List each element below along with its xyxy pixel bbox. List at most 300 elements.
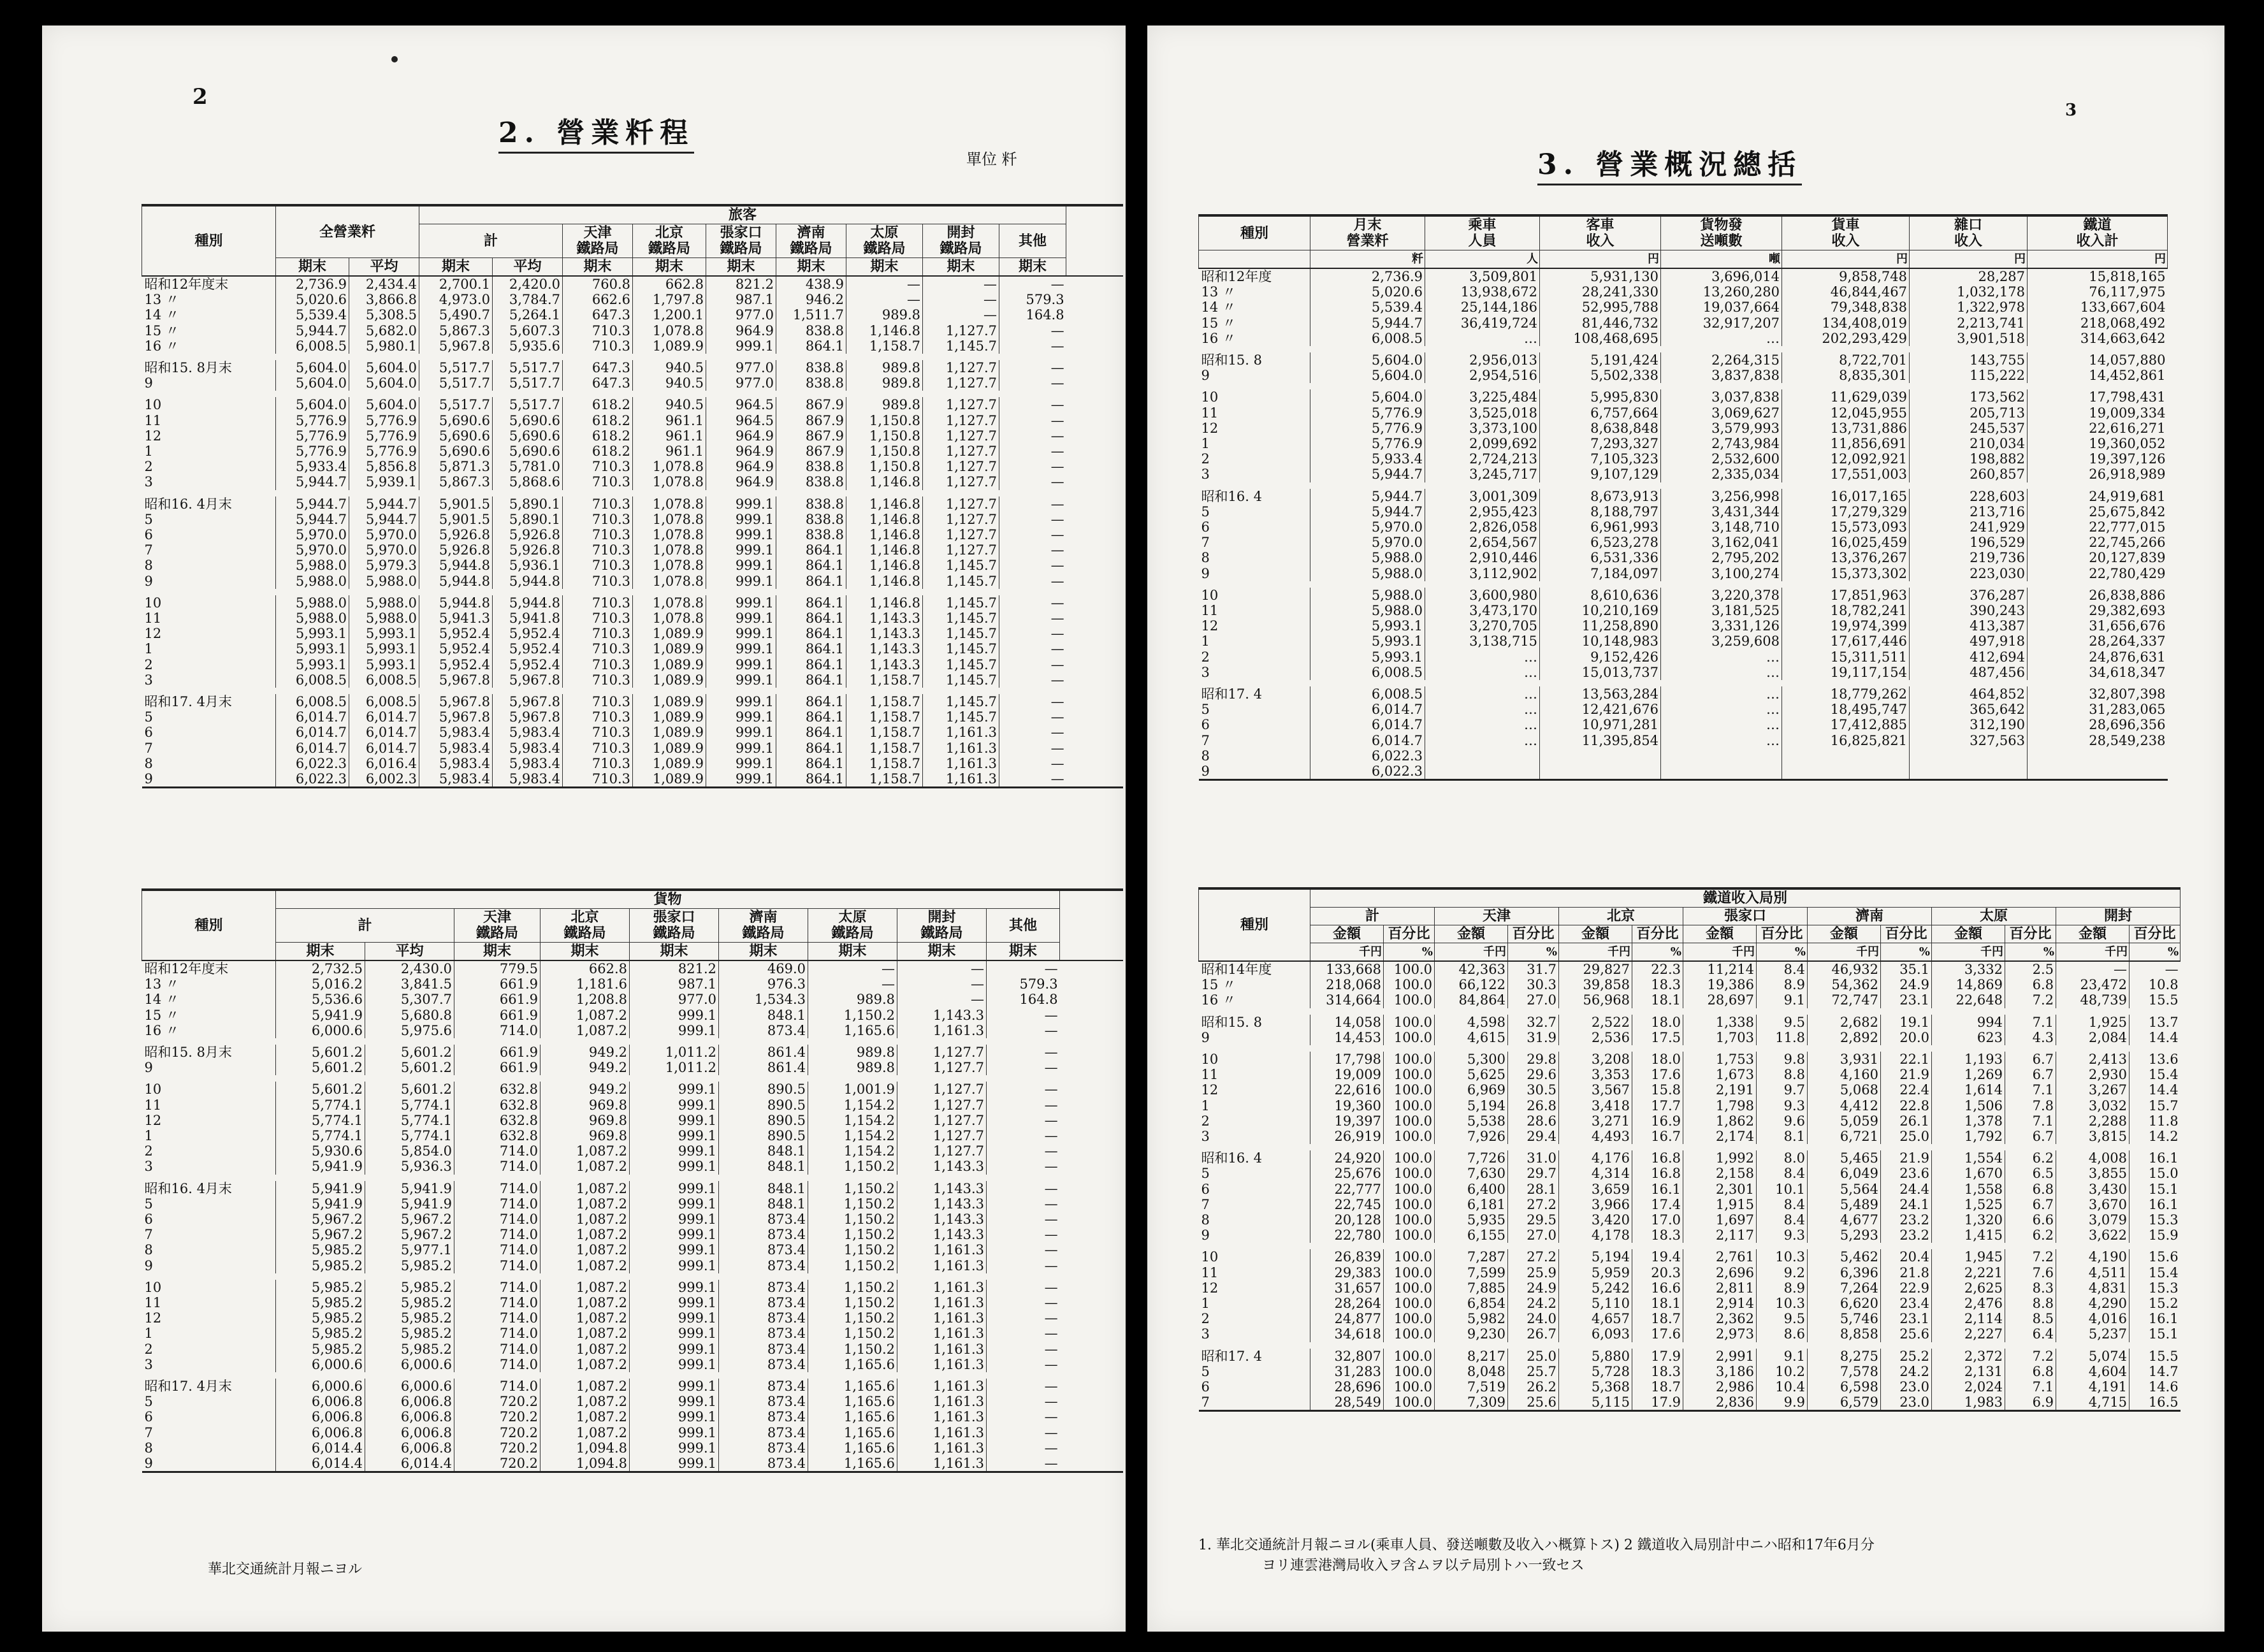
cell: 134,408,019 bbox=[1782, 315, 1910, 331]
cell: 3,037,838 bbox=[1661, 389, 1782, 405]
cell: 18.7 bbox=[1632, 1379, 1683, 1395]
cell: 720.2 bbox=[454, 1456, 541, 1472]
cell: 999.1 bbox=[630, 1357, 719, 1372]
cell: 19,386 bbox=[1683, 977, 1757, 992]
table-row bbox=[1199, 300, 2168, 315]
cell: — bbox=[999, 595, 1066, 611]
cell: — bbox=[987, 1082, 1060, 1097]
cell: 1,078.8 bbox=[633, 512, 706, 527]
row-spacer bbox=[142, 1273, 1124, 1280]
cell: 618.2 bbox=[563, 397, 633, 412]
table-row bbox=[1199, 977, 2181, 992]
cell: 100.0 bbox=[1384, 1395, 1435, 1411]
cell: 2,836 bbox=[1683, 1395, 1757, 1411]
table-row bbox=[142, 574, 1124, 589]
table-row bbox=[142, 611, 1124, 626]
col-bureau: 開封 鐵路局 bbox=[897, 909, 987, 943]
table-row bbox=[1199, 1098, 2181, 1113]
row-label: 7 bbox=[144, 1424, 153, 1440]
cell: 1,150.2 bbox=[808, 1295, 897, 1310]
cell: 999.1 bbox=[706, 574, 776, 589]
cell: 3,267 bbox=[2056, 1082, 2130, 1098]
cell: 5,604.0 bbox=[276, 375, 349, 391]
cell: 223,030 bbox=[1910, 566, 2028, 581]
row-label: 11 bbox=[1201, 603, 1219, 619]
cell: 5,988.0 bbox=[1310, 566, 1425, 581]
column-header: 貨物發 送噸數 bbox=[1661, 215, 1782, 250]
cell: 5,625 bbox=[1435, 1067, 1508, 1082]
cell: 1,127.7 bbox=[923, 413, 999, 428]
row-spacer bbox=[142, 688, 1124, 694]
row-label: 8 bbox=[144, 755, 153, 771]
cell: 1,087.2 bbox=[541, 1196, 630, 1212]
subheader: 期末 bbox=[563, 258, 633, 277]
cell: 1,150.8 bbox=[846, 459, 923, 474]
table-row bbox=[142, 641, 1124, 656]
unit-cell: 円 bbox=[1540, 250, 1661, 269]
table-row bbox=[142, 960, 1124, 976]
cell: 5,936.1 bbox=[493, 558, 563, 573]
sub-amount: 金額 bbox=[1808, 925, 1881, 943]
cell: 999.1 bbox=[630, 1440, 719, 1456]
cell: 18,495,747 bbox=[1782, 702, 1910, 717]
footnote-2: ヨリ連雲港灣局收入ヲ含ムヲ以テ局別トハ一致セス bbox=[1262, 1558, 1585, 1574]
cell: 2,522 bbox=[1559, 1015, 1632, 1030]
cell: 848.1 bbox=[719, 1159, 808, 1174]
cell: — bbox=[808, 960, 897, 976]
group-passenger: 旅客 bbox=[419, 205, 1066, 224]
cell: 5,690.6 bbox=[419, 444, 493, 459]
cell: 5,016.2 bbox=[276, 976, 365, 992]
cell: — bbox=[999, 527, 1066, 542]
cell: 108,468,695 bbox=[1540, 331, 1661, 346]
cell: 31,657 bbox=[1310, 1280, 1384, 1296]
cell bbox=[1910, 748, 2028, 764]
cell: 5,959 bbox=[1559, 1265, 1632, 1280]
cell: 1,797.8 bbox=[633, 292, 706, 307]
row-spacer bbox=[1199, 1342, 2181, 1349]
row-label: 16 〃 bbox=[1201, 992, 1236, 1008]
row-label: 12 bbox=[1201, 618, 1219, 634]
cell: 100.0 bbox=[1384, 977, 1435, 992]
cell: 5,944.8 bbox=[493, 595, 563, 611]
cell: 838.8 bbox=[776, 323, 846, 338]
cell: 1,143.3 bbox=[897, 1181, 987, 1196]
unit-cell: % bbox=[1881, 943, 1932, 962]
row-spacer bbox=[142, 1175, 1124, 1181]
cell: 5,776.9 bbox=[1310, 436, 1425, 451]
cell: 5,901.5 bbox=[419, 512, 493, 527]
cell: 13,938,672 bbox=[1425, 284, 1540, 300]
table-row bbox=[142, 1440, 1124, 1456]
sub-amount: 金額 bbox=[2056, 925, 2130, 943]
row-label: 9 bbox=[1201, 764, 1210, 779]
cell: 1,150.2 bbox=[808, 1159, 897, 1174]
cell: 5,970.0 bbox=[1310, 535, 1425, 550]
cell: 17.5 bbox=[1632, 1030, 1683, 1045]
cell: 714.0 bbox=[454, 1242, 541, 1257]
cell: 6.2 bbox=[2005, 1150, 2056, 1166]
cell: 5,774.1 bbox=[276, 1128, 365, 1143]
cell: 8.4 bbox=[1757, 1212, 1808, 1228]
row-label: 2 bbox=[1201, 1113, 1210, 1129]
unit-cell: % bbox=[1757, 943, 1808, 962]
subheader: 平均 bbox=[349, 258, 419, 277]
cell: 5,776.9 bbox=[349, 413, 419, 428]
table-row bbox=[1199, 733, 2168, 748]
cell: 864.1 bbox=[776, 672, 846, 688]
cell: 19.1 bbox=[1881, 1015, 1932, 1030]
col-sum: 計 bbox=[276, 909, 454, 943]
cell: 1,089.9 bbox=[633, 771, 706, 788]
cell: 1,161.3 bbox=[897, 1326, 987, 1341]
cell: 1,150.2 bbox=[808, 1280, 897, 1295]
cell: 864.1 bbox=[776, 611, 846, 626]
unit-label: 單位 粁 bbox=[966, 150, 1017, 168]
table-row bbox=[1199, 992, 2181, 1008]
cell bbox=[1661, 748, 1782, 764]
cell: 17,851,963 bbox=[1782, 588, 1910, 603]
cell: 1,161.3 bbox=[897, 1425, 987, 1440]
cell: 999.1 bbox=[630, 1023, 719, 1038]
table-row bbox=[142, 307, 1124, 322]
cell: 3,259,608 bbox=[1661, 634, 1782, 649]
row-label: 3 bbox=[1201, 1129, 1210, 1145]
row-label: 昭和12年度 bbox=[1201, 269, 1272, 284]
cell: 15.1 bbox=[2130, 1326, 2181, 1342]
table-row bbox=[1199, 588, 2168, 603]
table-row bbox=[142, 1098, 1124, 1113]
row-label: 5 bbox=[1201, 702, 1210, 718]
cell: 1,089.9 bbox=[633, 741, 706, 756]
cell: 9.3 bbox=[1757, 1228, 1808, 1243]
cell: 100.0 bbox=[1384, 1150, 1435, 1166]
cell: 16.8 bbox=[1632, 1150, 1683, 1166]
cell: 3,353 bbox=[1559, 1067, 1632, 1082]
cell: 469.0 bbox=[719, 960, 808, 976]
cell: 22,745,266 bbox=[2028, 535, 2168, 550]
cell: 5,982 bbox=[1435, 1311, 1508, 1326]
unit-cell: 千円 bbox=[2056, 943, 2130, 962]
cell: 8,217 bbox=[1435, 1349, 1508, 1364]
cell: 14,869 bbox=[1932, 977, 2005, 992]
cell: 27.2 bbox=[1508, 1249, 1559, 1264]
cell: 999.1 bbox=[706, 771, 776, 788]
cell: 1,127.7 bbox=[923, 496, 999, 512]
cell: 873.4 bbox=[719, 1394, 808, 1409]
cell: 714.0 bbox=[454, 1212, 541, 1227]
sub-amount: 金額 bbox=[1435, 925, 1508, 943]
cell: 100.0 bbox=[1384, 1015, 1435, 1030]
cell: 861.4 bbox=[719, 1045, 808, 1060]
unit-cell: 千円 bbox=[1683, 943, 1757, 962]
cell: 5,988.0 bbox=[276, 558, 349, 573]
cell: 714.0 bbox=[454, 1196, 541, 1212]
cell: 5,941.8 bbox=[493, 611, 563, 626]
row-label: 3 bbox=[1201, 664, 1210, 680]
cell: 32,917,207 bbox=[1661, 315, 1782, 331]
cell: 3,186 bbox=[1683, 1364, 1757, 1379]
cell: — bbox=[999, 323, 1066, 338]
cell: 22,648 bbox=[1932, 992, 2005, 1008]
cell: 10,210,169 bbox=[1540, 603, 1661, 618]
row-label: 10 bbox=[144, 1279, 162, 1295]
cell: 1,161.3 bbox=[897, 1456, 987, 1472]
cell: 5,536.6 bbox=[276, 992, 365, 1007]
cell: 31.9 bbox=[1508, 1030, 1559, 1045]
cell: 5,983.4 bbox=[493, 725, 563, 740]
cell: 1,127.7 bbox=[923, 428, 999, 444]
cell: 6,014.7 bbox=[349, 725, 419, 740]
cell: — bbox=[987, 1045, 1060, 1060]
cell: 6.7 bbox=[2005, 1067, 2056, 1082]
cell: … bbox=[1425, 733, 1540, 748]
cell: 1,338 bbox=[1683, 1015, 1757, 1030]
cell: 3,525,018 bbox=[1425, 405, 1540, 421]
cell: 31.0 bbox=[1508, 1150, 1559, 1166]
cell: 6,008.5 bbox=[276, 694, 349, 709]
cell: 710.3 bbox=[563, 741, 633, 756]
table-row bbox=[1199, 1280, 2181, 1296]
cell: 4,615 bbox=[1435, 1030, 1508, 1045]
cell: 6,049 bbox=[1808, 1166, 1881, 1181]
cell: 56,968 bbox=[1559, 992, 1632, 1008]
sub-percent: 百分比 bbox=[1508, 925, 1559, 943]
cell: 5,604.0 bbox=[349, 360, 419, 375]
cell: 196,529 bbox=[1910, 535, 2028, 550]
cell: 23.2 bbox=[1881, 1228, 1932, 1243]
cell: 32,807,398 bbox=[2028, 686, 2168, 702]
unit-cell: 円 bbox=[2028, 250, 2168, 269]
row-label: 8 bbox=[144, 1440, 153, 1456]
table-row bbox=[142, 1082, 1124, 1097]
cell: 6,854 bbox=[1435, 1296, 1508, 1311]
cell: 1,165.6 bbox=[808, 1357, 897, 1372]
row-label: 昭和17. 4 bbox=[1201, 686, 1262, 702]
cell: 18.3 bbox=[1632, 1364, 1683, 1379]
cell: … bbox=[1425, 686, 1540, 702]
table-row bbox=[142, 1227, 1124, 1242]
cell: 1,143.3 bbox=[846, 641, 923, 656]
cell: — bbox=[987, 1394, 1060, 1409]
cell: — bbox=[897, 976, 987, 992]
row-label: 14 〃 bbox=[1201, 300, 1236, 315]
cell: 5,944.7 bbox=[276, 323, 349, 338]
cell: 8.9 bbox=[1757, 977, 1808, 992]
cell: 5,308.5 bbox=[349, 307, 419, 322]
cell: 5,776.9 bbox=[349, 428, 419, 444]
cell: 19,974,399 bbox=[1782, 618, 1910, 634]
cell: 5,191,424 bbox=[1540, 352, 1661, 368]
cell: 6,000.6 bbox=[276, 1357, 365, 1372]
cell: 5,368 bbox=[1559, 1379, 1632, 1395]
cell bbox=[2028, 764, 2168, 780]
cell: 977.0 bbox=[706, 375, 776, 391]
cell: 1,150.2 bbox=[808, 1242, 897, 1257]
cell: 2,362 bbox=[1683, 1311, 1757, 1326]
cell: 999.1 bbox=[630, 1113, 719, 1128]
row-label: 1 bbox=[1201, 634, 1210, 649]
cell: 3,966 bbox=[1559, 1197, 1632, 1212]
cell: 999.1 bbox=[630, 1310, 719, 1326]
cell: 1,087.2 bbox=[541, 1258, 630, 1273]
row-label: 12 bbox=[144, 428, 162, 444]
subheader: 平均 bbox=[365, 943, 454, 961]
cell: 5,890.1 bbox=[493, 512, 563, 527]
cell: 1,161.3 bbox=[923, 771, 999, 788]
cell: 15.3 bbox=[2130, 1212, 2181, 1228]
cell: 1,089.9 bbox=[633, 709, 706, 725]
cell: 714.0 bbox=[454, 1159, 541, 1174]
cell: 21.8 bbox=[1881, 1265, 1932, 1280]
cell: 1,150.2 bbox=[808, 1310, 897, 1326]
cell: 6,531,336 bbox=[1540, 550, 1661, 565]
sub-percent: 百分比 bbox=[1384, 925, 1435, 943]
cell: 5,952.4 bbox=[419, 641, 493, 656]
cell: 25.0 bbox=[1881, 1129, 1932, 1144]
cell: 999.1 bbox=[630, 1159, 719, 1174]
cell: 964.5 bbox=[706, 397, 776, 412]
cell: 46,844,467 bbox=[1782, 284, 1910, 300]
cell: 618.2 bbox=[563, 413, 633, 428]
cell: 16,017,165 bbox=[1782, 489, 1910, 504]
cell: 245,537 bbox=[1910, 421, 2028, 436]
cell: — bbox=[999, 338, 1066, 354]
table-row bbox=[1199, 421, 2168, 436]
row-label: 2 bbox=[144, 656, 153, 672]
cell: 3,138,715 bbox=[1425, 634, 1540, 649]
cell: — bbox=[987, 1295, 1060, 1310]
cell: 16,025,459 bbox=[1782, 535, 1910, 550]
row-spacer bbox=[1199, 1144, 2181, 1150]
cell: 5,967.8 bbox=[493, 694, 563, 709]
cell: 5,993.1 bbox=[1310, 649, 1425, 665]
bureau-header: 張家口 bbox=[1683, 908, 1808, 925]
cell: 623 bbox=[1932, 1030, 2005, 1045]
cell: 5,867.3 bbox=[419, 323, 493, 338]
cell: 987.1 bbox=[630, 976, 719, 992]
cell: 1,697 bbox=[1683, 1212, 1757, 1228]
cell: 4,290 bbox=[2056, 1296, 2130, 1311]
cell: 661.9 bbox=[454, 1060, 541, 1075]
row-label: 昭和12年度末 bbox=[144, 277, 229, 292]
cell: 1,089.9 bbox=[633, 756, 706, 771]
cell: — bbox=[999, 558, 1066, 573]
subheader: 期末 bbox=[999, 258, 1066, 277]
cell: 2,795,202 bbox=[1661, 550, 1782, 565]
cell: 5,604.0 bbox=[349, 397, 419, 412]
cell: 661.9 bbox=[454, 992, 541, 1007]
cell: 8,722,701 bbox=[1782, 352, 1910, 368]
cell: 1,089.9 bbox=[633, 657, 706, 672]
cell: 1,127.7 bbox=[897, 1098, 987, 1113]
cell: 6,000.6 bbox=[276, 1379, 365, 1394]
cell: 5,776.9 bbox=[1310, 405, 1425, 421]
cell: 714.0 bbox=[454, 1280, 541, 1295]
cell: 632.8 bbox=[454, 1128, 541, 1143]
row-label: 6 bbox=[1201, 519, 1210, 535]
table-row bbox=[1199, 1150, 2181, 1166]
row-label: 2 bbox=[1201, 1311, 1210, 1327]
cell: … bbox=[1661, 686, 1782, 702]
row-label: 6 bbox=[144, 527, 153, 543]
row-label: 11 bbox=[1201, 1264, 1219, 1280]
cell: 5,489 bbox=[1808, 1197, 1881, 1212]
cell: 17,551,003 bbox=[1782, 467, 1910, 482]
row-label: 2 bbox=[144, 459, 153, 475]
row-label: 15 〃 bbox=[1201, 977, 1236, 993]
cell: 647.3 bbox=[563, 307, 633, 322]
cell: 6.7 bbox=[2005, 1052, 2056, 1067]
cell: 618.2 bbox=[563, 444, 633, 459]
cell: 5,941.9 bbox=[276, 1008, 365, 1023]
cell: — bbox=[987, 1023, 1060, 1038]
row-label: 8 bbox=[1201, 1212, 1210, 1228]
cell: 864.1 bbox=[776, 771, 846, 788]
cell: 2,372 bbox=[1932, 1349, 2005, 1364]
cell: 5,988.0 bbox=[276, 595, 349, 611]
cell: 5,941.9 bbox=[276, 1159, 365, 1174]
cell: 7.2 bbox=[2005, 1349, 2056, 1364]
cell: 961.1 bbox=[633, 428, 706, 444]
cell: 5,601.2 bbox=[276, 1045, 365, 1060]
row-label: 3 bbox=[1201, 467, 1210, 482]
cell: 1,145.7 bbox=[923, 672, 999, 688]
subheader: 期末 bbox=[630, 943, 719, 961]
right-page bbox=[1147, 25, 2224, 1632]
cell: 100.0 bbox=[1384, 1379, 1435, 1395]
cell: 1,078.8 bbox=[633, 611, 706, 626]
subheader: 期末 bbox=[776, 258, 846, 277]
row-label: 8 bbox=[144, 1242, 153, 1258]
cell: 838.8 bbox=[776, 496, 846, 512]
cell: 1,145.7 bbox=[923, 641, 999, 656]
row-label: 9 bbox=[144, 771, 153, 787]
cell: 999.1 bbox=[630, 1456, 719, 1472]
table-row bbox=[142, 1008, 1124, 1023]
cell: 14,452,861 bbox=[2028, 368, 2168, 383]
row-label: 1 bbox=[144, 641, 153, 657]
row-label: 9 bbox=[144, 573, 153, 589]
cell: 164.8 bbox=[987, 992, 1060, 1007]
cell: 720.2 bbox=[454, 1409, 541, 1424]
cell: 5,115 bbox=[1559, 1395, 1632, 1411]
cell: 31,283 bbox=[1310, 1364, 1384, 1379]
cell: 5,604.0 bbox=[1310, 368, 1425, 383]
row-label: 12 bbox=[144, 1112, 162, 1128]
cell: 12,045,955 bbox=[1782, 405, 1910, 421]
cell: 2,696 bbox=[1683, 1265, 1757, 1280]
cell: 5,935.6 bbox=[493, 338, 563, 354]
cell: 6,016.4 bbox=[349, 756, 419, 771]
cell: 8,835,301 bbox=[1782, 368, 1910, 383]
cell: 1,415 bbox=[1932, 1228, 2005, 1243]
cell: 2,743,984 bbox=[1661, 436, 1782, 451]
cell: 6,620 bbox=[1808, 1296, 1881, 1311]
cell: 2,213,741 bbox=[1910, 315, 2028, 331]
cell: 5,993.1 bbox=[349, 657, 419, 672]
cell: 5,993.1 bbox=[276, 641, 349, 656]
cell: 964.9 bbox=[706, 459, 776, 474]
cell: — bbox=[2130, 961, 2181, 977]
table-row bbox=[142, 496, 1124, 512]
column-header: 雜口 收入 bbox=[1910, 215, 2028, 250]
cell: 8,048 bbox=[1435, 1364, 1508, 1379]
subheader: 期末 bbox=[897, 943, 987, 961]
cell: 1,158.7 bbox=[846, 756, 923, 771]
cell: 1,145.7 bbox=[923, 694, 999, 709]
cell: 365,642 bbox=[1910, 702, 2028, 717]
